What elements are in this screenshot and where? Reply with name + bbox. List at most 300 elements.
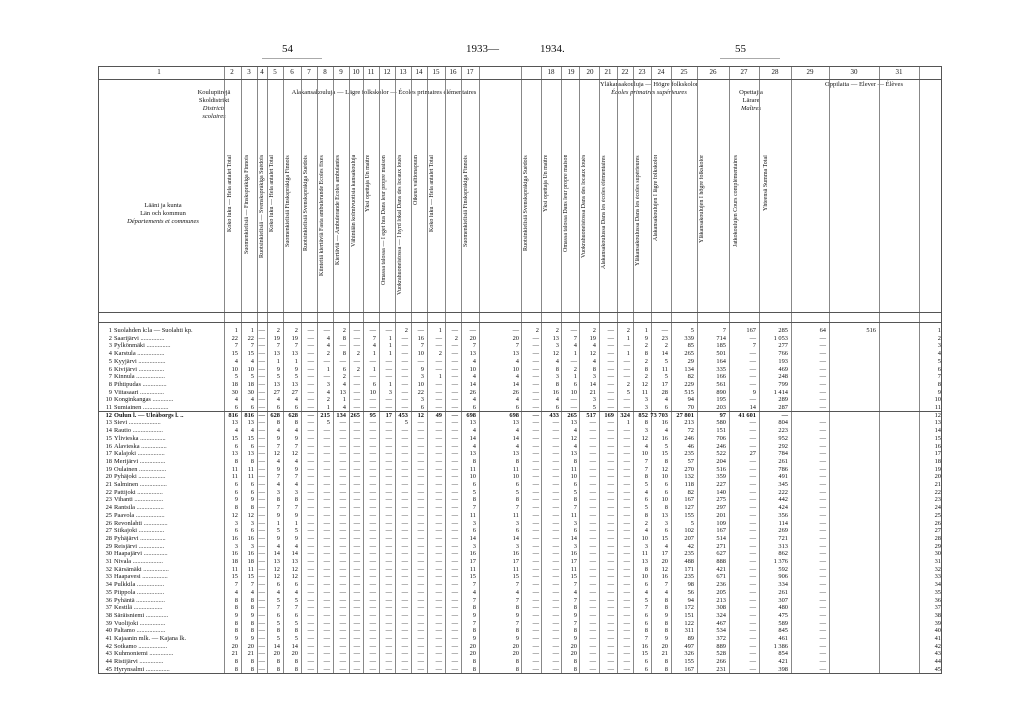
table-cell: —: [749, 373, 756, 381]
table-cell: —: [451, 581, 458, 589]
table-cell: —: [532, 619, 539, 627]
municipality-name: Kinnula ..................: [114, 373, 165, 381]
row-number: 42: [105, 642, 112, 650]
table-cell: —: [552, 581, 559, 589]
table-cell: —: [323, 658, 330, 666]
table-cell: —: [385, 327, 392, 334]
table-cell: —: [532, 542, 539, 550]
table-cell: 15: [247, 573, 254, 581]
table-cell: 13: [570, 450, 577, 458]
table-cell: —: [607, 550, 614, 558]
table-cell: 12: [552, 350, 559, 358]
row-number: 33: [105, 573, 112, 581]
table-cell: 345: [778, 481, 788, 488]
table-cell: —: [532, 373, 539, 381]
row-number-right: 3: [937, 342, 941, 350]
table-cell: 8: [573, 658, 577, 666]
municipality-name: Pylkönmäki ...............: [114, 342, 171, 350]
column-head: Vähintään kolmivuotisia kansakouluja: [351, 155, 357, 248]
table-cell: —: [417, 450, 424, 458]
table-cell: —: [258, 604, 265, 612]
row-number: 9: [108, 388, 112, 396]
table-cell: 14: [469, 380, 476, 388]
table-cell: 10: [661, 473, 668, 481]
row-number: 10: [105, 396, 112, 404]
table-cell: —: [258, 342, 265, 350]
table-cell: 5: [690, 519, 694, 527]
table-cell: 501: [716, 350, 726, 358]
row-number: 1: [108, 327, 112, 334]
table-cell: —: [589, 473, 596, 481]
table-cell: 266: [716, 658, 726, 666]
table-cell: 442: [778, 496, 788, 504]
row-number: 27: [105, 527, 112, 535]
table-cell: —: [552, 511, 559, 519]
table-cell: 6: [644, 496, 648, 504]
table-cell: —: [323, 327, 330, 334]
table-cell: —: [451, 411, 458, 419]
table-cell: 1 414: [773, 388, 788, 396]
table-cell: —: [369, 665, 376, 673]
table-cell: —: [435, 627, 442, 635]
municipality-name: Kärsämäki ................: [114, 565, 169, 573]
table-cell: 2: [535, 327, 539, 334]
table-cell: 4: [294, 427, 298, 435]
table-cell: —: [401, 365, 408, 373]
table-cell: —: [339, 465, 346, 473]
table-cell: 514: [716, 534, 726, 542]
column-number: 19: [567, 68, 575, 76]
column-head: Yläkansakoulujen I högre folkskolor: [699, 155, 705, 244]
table-cell: 13: [291, 380, 298, 388]
table-cell: —: [307, 550, 314, 558]
table-cell: —: [353, 327, 360, 334]
table-cell: 1: [372, 350, 376, 358]
row-number-right: 12: [934, 411, 941, 419]
table-cell: 522: [716, 450, 726, 458]
column-head: Yhteensä Summa Total: [763, 155, 769, 211]
table-cell: 480: [778, 604, 788, 612]
table-cell: —: [819, 365, 826, 373]
table-cell: 786: [778, 465, 788, 473]
table-cell: —: [353, 611, 360, 619]
table-cell: —: [401, 650, 408, 658]
table-cell: —: [258, 488, 265, 496]
table-cell: —: [819, 604, 826, 612]
table-cell: —: [451, 627, 458, 635]
page-number-right: 55: [735, 43, 746, 55]
table-cell: —: [749, 596, 756, 604]
table-cell: 4: [472, 357, 476, 365]
table-cell: —: [339, 619, 346, 627]
table-cell: —: [552, 542, 559, 550]
table-cell: 14: [661, 350, 668, 358]
table-cell: 4: [644, 527, 648, 535]
table-cell: —: [323, 534, 330, 542]
table-cell: —: [385, 365, 392, 373]
table-cell: —: [353, 642, 360, 650]
table-cell: 155: [684, 658, 694, 666]
table-cell: —: [401, 596, 408, 604]
table-cell: 335: [716, 365, 726, 373]
table-cell: —: [532, 627, 539, 635]
table-cell: 265: [567, 411, 577, 419]
table-cell: 277: [778, 342, 788, 350]
table-cell: —: [385, 635, 392, 642]
table-cell: —: [353, 627, 360, 635]
table-cell: —: [552, 573, 559, 581]
row-number-right: 37: [934, 604, 941, 612]
row-number-right: 30: [934, 550, 941, 558]
table-cell: 9: [294, 465, 298, 473]
table-cell: —: [819, 504, 826, 512]
table-cell: —: [607, 565, 614, 573]
table-cell: —: [258, 350, 265, 358]
table-cell: 6: [644, 658, 648, 666]
table-cell: —: [401, 442, 408, 450]
table-cell: 6: [294, 611, 298, 619]
table-cell: 4: [326, 342, 330, 350]
table-cell: 49: [435, 411, 442, 419]
table-cell: —: [435, 550, 442, 558]
table-cell: —: [339, 427, 346, 435]
table-cell: 534: [716, 627, 726, 635]
municipality-name: Haapajärvi ...............: [114, 550, 168, 558]
table-cell: 5: [294, 373, 298, 381]
table-cell: —: [607, 488, 614, 496]
table-cell: —: [623, 642, 630, 650]
table-cell: 5: [644, 596, 648, 604]
table-cell: —: [623, 550, 630, 558]
table-cell: —: [607, 434, 614, 442]
table-cell: 17: [385, 411, 392, 419]
table-cell: —: [819, 357, 826, 365]
table-cell: —: [749, 496, 756, 504]
table-cell: 4: [234, 588, 238, 596]
table-cell: —: [532, 488, 539, 496]
column-number: 27: [740, 68, 748, 76]
row-number: 36: [105, 596, 112, 604]
table-cell: 6: [644, 581, 648, 589]
table-cell: —: [607, 327, 614, 334]
table-cell: 5: [294, 619, 298, 627]
table-cell: 2: [664, 342, 668, 350]
table-cell: 3: [388, 388, 392, 396]
table-cell: —: [451, 481, 458, 488]
row-number: 4: [108, 350, 112, 358]
table-cell: —: [819, 558, 826, 565]
table-cell: 5: [592, 404, 596, 411]
table-cell: —: [532, 588, 539, 596]
row-number: 40: [105, 627, 112, 635]
table-cell: —: [435, 419, 442, 427]
table-cell: —: [623, 558, 630, 565]
table-cell: —: [623, 665, 630, 673]
table-cell: —: [623, 465, 630, 473]
row-number-right: 23: [934, 496, 941, 504]
table-cell: 3: [234, 519, 238, 527]
table-cell: 14: [291, 642, 298, 650]
table-cell: —: [258, 388, 265, 396]
column-head: Suomenkielisiä Finskspråkiga Finnois: [285, 155, 291, 247]
table-cell: —: [435, 542, 442, 550]
table-cell: —: [258, 550, 265, 558]
table-cell: 6: [573, 527, 577, 535]
table-cell: —: [401, 627, 408, 635]
table-cell: —: [819, 581, 826, 589]
table-cell: 5: [234, 373, 238, 381]
table-cell: —: [353, 373, 360, 381]
table-cell: —: [749, 334, 756, 342]
table-cell: —: [661, 327, 668, 334]
table-cell: —: [607, 365, 614, 373]
column-number: 30: [850, 68, 858, 76]
table-cell: 421: [778, 658, 788, 666]
table-cell: —: [258, 327, 265, 334]
table-cell: —: [417, 665, 424, 673]
table-cell: 2: [326, 396, 330, 404]
table-cell: 7: [294, 504, 298, 512]
table-cell: 73 703: [650, 411, 668, 419]
table-cell: —: [258, 373, 265, 381]
table-cell: 8: [234, 619, 238, 627]
table-cell: —: [623, 627, 630, 635]
table-cell: 2: [356, 365, 360, 373]
table-cell: —: [339, 519, 346, 527]
table-cell: 3: [555, 342, 559, 350]
table-cell: 7: [294, 473, 298, 481]
table-cell: —: [385, 419, 392, 427]
table-cell: —: [307, 442, 314, 450]
table-cell: —: [435, 604, 442, 612]
table-cell: 3: [294, 488, 298, 496]
table-cell: 270: [684, 465, 694, 473]
table-cell: 7: [294, 342, 298, 350]
table-cell: 12: [291, 565, 298, 573]
table-cell: 6: [664, 488, 668, 496]
table-cell: —: [451, 527, 458, 535]
municipality-name: Ristijärvi ...............: [114, 658, 164, 666]
header-rule-left: [262, 58, 322, 59]
table-cell: —: [435, 596, 442, 604]
table-cell: —: [552, 488, 559, 496]
row-number-right: 5: [937, 357, 941, 365]
row-number-right: 44: [934, 658, 941, 666]
table-cell: —: [307, 365, 314, 373]
table-cell: —: [589, 481, 596, 488]
table-cell: —: [339, 596, 346, 604]
table-cell: 1: [388, 380, 392, 388]
row-number: 34: [105, 581, 112, 589]
table-cell: 16: [552, 388, 559, 396]
table-cell: 4: [664, 427, 668, 435]
table-cell: 2: [555, 327, 559, 334]
table-cell: 9: [644, 334, 648, 342]
table-cell: —: [385, 558, 392, 565]
table-cell: —: [323, 558, 330, 565]
table-cell: 7: [472, 581, 476, 589]
table-cell: 95: [369, 411, 376, 419]
table-cell: 339: [684, 334, 694, 342]
municipality-name: Kajaanin mlk. — Kajana lk.: [114, 635, 187, 642]
table-cell: —: [323, 565, 330, 573]
table-cell: —: [607, 558, 614, 565]
row-number: 21: [105, 481, 112, 488]
table-cell: —: [385, 658, 392, 666]
table-cell: 8: [644, 627, 648, 635]
table-cell: 469: [778, 365, 788, 373]
table-cell: 8: [664, 604, 668, 612]
table-cell: —: [307, 504, 314, 512]
table-cell: 16: [231, 534, 238, 542]
table-cell: 3: [420, 373, 424, 381]
table-cell: —: [435, 450, 442, 458]
table-cell: —: [258, 442, 265, 450]
table-cell: —: [258, 419, 265, 427]
table-cell: 6: [250, 442, 254, 450]
table-cell: —: [749, 434, 756, 442]
row-number-right: 32: [934, 565, 941, 573]
table-cell: —: [749, 465, 756, 473]
table-cell: 12: [589, 350, 596, 358]
table-cell: 4: [342, 404, 346, 411]
table-cell: —: [417, 327, 424, 334]
table-cell: —: [435, 519, 442, 527]
table-cell: —: [258, 534, 265, 542]
table-cell: —: [819, 481, 826, 488]
row-number-right: 25: [934, 511, 941, 519]
table-cell: —: [417, 573, 424, 581]
table-cell: —: [532, 604, 539, 612]
table-cell: 6: [276, 581, 280, 589]
table-cell: —: [258, 558, 265, 565]
table-cell: —: [307, 565, 314, 573]
table-cell: 2: [438, 350, 442, 358]
table-cell: 3: [276, 488, 280, 496]
table-cell: 627: [716, 550, 726, 558]
table-cell: —: [417, 611, 424, 619]
table-cell: 134: [336, 411, 346, 419]
table-cell: —: [307, 427, 314, 435]
table-cell: —: [323, 581, 330, 589]
table-cell: —: [353, 342, 360, 350]
table-cell: 167: [684, 665, 694, 673]
table-cell: —: [552, 457, 559, 465]
table-cell: —: [417, 527, 424, 535]
table-cell: —: [339, 496, 346, 504]
table-cell: —: [353, 596, 360, 604]
table-cell: 20: [512, 642, 519, 650]
table-cell: —: [339, 650, 346, 658]
municipality-name: Viitasaari ...............: [114, 388, 165, 396]
table-cell: 4: [515, 373, 519, 381]
table-cell: —: [369, 496, 376, 504]
table-cell: —: [607, 619, 614, 627]
column-head: Omassa talossa Dans leur propre maison: [563, 155, 569, 253]
table-cell: —: [369, 419, 376, 427]
table-cell: 203: [716, 404, 726, 411]
table-cell: —: [258, 511, 265, 519]
table-cell: 7: [276, 442, 280, 450]
table-cell: 8: [250, 627, 254, 635]
table-cell: 11: [231, 565, 238, 573]
table-cell: —: [589, 596, 596, 604]
row-number-right: 34: [934, 581, 941, 589]
table-cell: 10: [417, 350, 424, 358]
table-cell: 906: [778, 573, 788, 581]
table-cell: —: [819, 665, 826, 673]
table-cell: —: [532, 434, 539, 442]
row-number: 16: [105, 442, 112, 450]
table-cell: —: [570, 357, 577, 365]
column-number: 10: [352, 68, 360, 76]
table-cell: —: [369, 396, 376, 404]
table-cell: 7: [515, 342, 519, 350]
table-cell: —: [607, 373, 614, 381]
table-cell: 21: [247, 650, 254, 658]
table-cell: 9: [472, 611, 476, 619]
table-cell: —: [749, 488, 756, 496]
municipality-name: Säräisniemi ..............: [114, 611, 169, 619]
table-cell: —: [323, 635, 330, 642]
table-cell: 201: [716, 511, 726, 519]
municipality-name: Saarijärvi ...............: [114, 334, 165, 342]
table-cell: —: [258, 519, 265, 527]
table-cell: —: [401, 504, 408, 512]
table-cell: 3: [644, 542, 648, 550]
table-cell: 2: [294, 327, 298, 334]
table-cell: —: [307, 511, 314, 519]
table-cell: 7: [515, 581, 519, 589]
table-cell: 11: [247, 473, 254, 481]
table-cell: 82: [687, 373, 694, 381]
table-cell: —: [417, 519, 424, 527]
municipality-name: Merijärvi ................: [114, 457, 166, 465]
table-cell: —: [623, 365, 630, 373]
table-cell: —: [258, 635, 265, 642]
table-cell: —: [435, 565, 442, 573]
table-cell: 236: [716, 581, 726, 589]
table-cell: 589: [778, 619, 788, 627]
table-cell: 6: [664, 481, 668, 488]
table-cell: —: [819, 565, 826, 573]
table-cell: 6: [276, 611, 280, 619]
table-cell: —: [435, 457, 442, 465]
table-cell: —: [552, 419, 559, 427]
municipality-name: Sievi ....................: [114, 419, 161, 427]
table-cell: —: [339, 542, 346, 550]
table-cell: 13: [291, 350, 298, 358]
table-cell: —: [623, 527, 630, 535]
table-cell: —: [385, 581, 392, 589]
table-cell: —: [401, 434, 408, 442]
table-cell: —: [401, 350, 408, 358]
table-cell: 6: [342, 365, 346, 373]
column-head: Koko luku — Hela antalet Total: [269, 155, 275, 232]
table-cell: —: [623, 619, 630, 627]
table-cell: 8: [276, 627, 280, 635]
table-cell: —: [532, 511, 539, 519]
table-cell: —: [323, 619, 330, 627]
table-cell: 27: [273, 388, 280, 396]
table-cell: 19: [589, 334, 596, 342]
table-cell: —: [401, 481, 408, 488]
table-cell: 13: [291, 558, 298, 565]
table-cell: —: [435, 488, 442, 496]
table-cell: —: [323, 650, 330, 658]
table-cell: —: [417, 511, 424, 519]
table-cell: —: [749, 542, 756, 550]
